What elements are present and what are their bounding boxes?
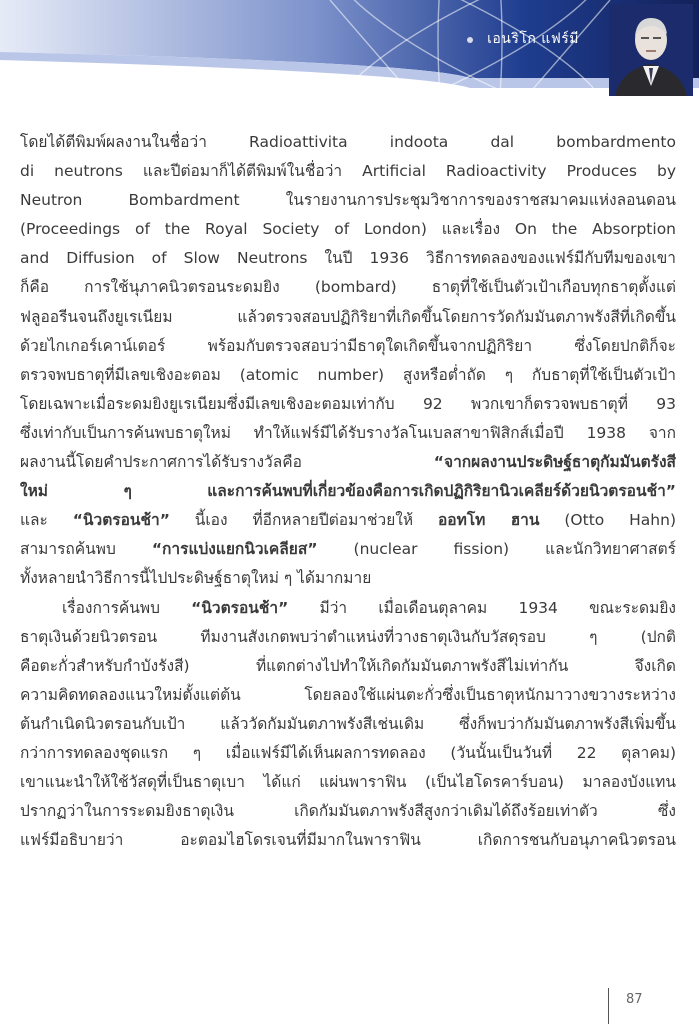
name-otto-hahn: ออทโท ฮาน	[437, 511, 540, 530]
body-text	[20, 128, 676, 855]
atom-orbit-graphic	[0, 0, 699, 104]
term-slow-neutron: “นิวตรอนช้า”	[191, 598, 289, 617]
body-line: โดยได้ตีพิมพ์ผลงานในชื่อว่า Radioattivita indoota dal bombardmento	[20, 133, 676, 151]
body-line: คือตะกั่วสำหรับกำบังรังสี) ที่แตกต่างไปทำให้เกิดกัมมันตภาพรังสีไม่เท่ากัน จึงเกิด	[20, 656, 676, 675]
body-line: ซึ่งเท่ากับเป็นการค้นพบธาตุใหม่ ทำให้แฟร์มีได้รับรางวัลโนเบลสาขาฟิสิกส์เมื่อปี 1938 จาก	[20, 423, 676, 442]
body-line: เขาแนะนำให้ใช้วัสดุที่เป็นธาตุเบา ได้แก่ แผ่นพาราฟิน (เป็นไฮโดรคาร์บอน) มาลองบังแทน	[20, 773, 676, 792]
quoted-award-text: ใหม่ ๆ และการค้นพบที่เกี่ยวข้องคือการเกิดปฏิกิริยานิวเคลียร์ด้วยนิวตรอนช้า”	[20, 482, 676, 501]
body-line: ฟลูออรีนจนถึงยูเรเนียม แล้วตรวจสอบปฏิกิริยาที่เกิดขึ้นโดยการวัดกัมมันตภาพรังสีที่เกิดขึ้น	[20, 307, 676, 326]
body-line: และ “นิวตรอนช้า” นี้เอง ที่อีกหลายปีต่อมาช่วยให้ ออทโท ฮาน (Otto Hahn)	[20, 511, 676, 530]
portrait-photo	[609, 4, 693, 96]
body-line: แฟร์มีอธิบายว่า อะตอมไฮโดรเจนที่มีมากในพาราฟิน เกิดการชนกับอนุภาคนิวตรอน	[20, 831, 676, 850]
body-line: ตรวจพบธาตุที่มีเลขเชิงอะตอม (atomic number) สูงหรือต่ำถัด ๆ กับธาตุที่ใช้เป็นตัวเป้า	[20, 365, 676, 384]
body-line: Neutron Bombardment ในรายงานการประชุมวิชาการของราชสมาคมแห่งลอนดอน	[20, 191, 676, 210]
footer-divider	[608, 988, 609, 1024]
body-line: โดยเฉพาะเมื่อระดมยิงยูเรเนียมซึ่งมีเลขเชิงอะตอมเท่ากับ 92 พวกเขาก็ตรวจพบธาตุที่ 93	[20, 394, 676, 413]
body-line: and Diffusion of Slow Neutrons ในปี 1936 วิธีการทดลองของแฟร์มีกับทีมของเขา	[20, 249, 676, 268]
body-line: เรื่องการค้นพบ “นิวตรอนช้า” มีว่า เมื่อเดือนตุลาคม 1934 ขณะระดมยิง	[62, 598, 676, 617]
body-line: ปรากฏว่าในการระดมยิงธาตุเงิน เกิดกัมมันตภาพรังสีสูงกว่าเดิมได้ถึงร้อยเท่าตัว ซึ่ง	[20, 802, 676, 821]
body-line	[20, 477, 676, 506]
body-line: กว่าการทดลองชุดแรก ๆ เมื่อแฟร์มีได้เห็นผลการทดลอง (วันนั้นเป็นวันที่ 22 ตุลาคม)	[20, 743, 676, 762]
body-line: สามารถค้นพบ “การแบ่งแยกนิวเคลียส” (nuclear fission) และนักวิทยาศาสตร์	[20, 540, 677, 559]
term-nuclear-fission: “การแบ่งแยกนิวเคลียส”	[151, 540, 318, 559]
body-line: ต้นกำเนิดนิวตรอนกับเป้า แล้ววัดกัมมันตภาพรังสีเช่นเดิม ซึ่งก็พบว่ากัมมันตภาพรังสีเพิ่มขึ้น	[20, 714, 676, 733]
chapter-title: เอนริโก แฟร์มี	[487, 31, 579, 47]
body-line: ความคิดทดลองแนวใหม่ตั้งแต่ต้น โดยลองใช้แผ่นตะกั่วซึ่งเป็นธาตุหนักมาวางขวางระหว่าง	[20, 685, 676, 704]
body-line: di neutrons และปีต่อมาก็ได้ตีพิมพ์ในชื่อว่า Artificial Radioactivity Produces by	[20, 162, 676, 181]
header-banner	[0, 0, 699, 104]
body-line: ผลงานนี้โดยคำประกาศการได้รับรางวัลคือ “จากผลงานประดิษฐ์ธาตุกัมมันตรังสี	[20, 453, 676, 472]
body-line: (Proceedings of the Royal Society of London) และเรื่อง On the Absorption	[20, 220, 676, 239]
body-line: ก็คือ การใช้นุภาคนิวตรอนระดมยิง (bombard) ธาตุที่ใช้เป็นตัวเป้าเกือบทุกธาตุตั้งแต่	[20, 278, 676, 297]
body-line: ธาตุเงินด้วยนิวตรอน ทีมงานสังเกตพบว่าตำแหน่งที่วางธาตุเงินกับวัสดุรอบ ๆ (ปกติ	[20, 627, 676, 646]
term-slow-neutron: “นิวตรอนช้า”	[72, 511, 170, 530]
quoted-award-text: “จากผลงานประดิษฐ์ธาตุกัมมันตรังสี	[433, 453, 676, 472]
page-number: 87	[626, 992, 643, 1007]
body-line: ด้วยไกเกอร์เคาน์เตอร์ พร้อมกับตรวจสอบว่ามีธาตุใดเกิดขึ้นจากปฏิกิริยา ซึ่งโดยปกติก็จะ	[20, 336, 676, 355]
body-line: ทั้งหลายนำวิธีการนี้ไปประดิษฐ์ธาตุใหม่ ๆ ได้มากมาย	[20, 569, 372, 588]
